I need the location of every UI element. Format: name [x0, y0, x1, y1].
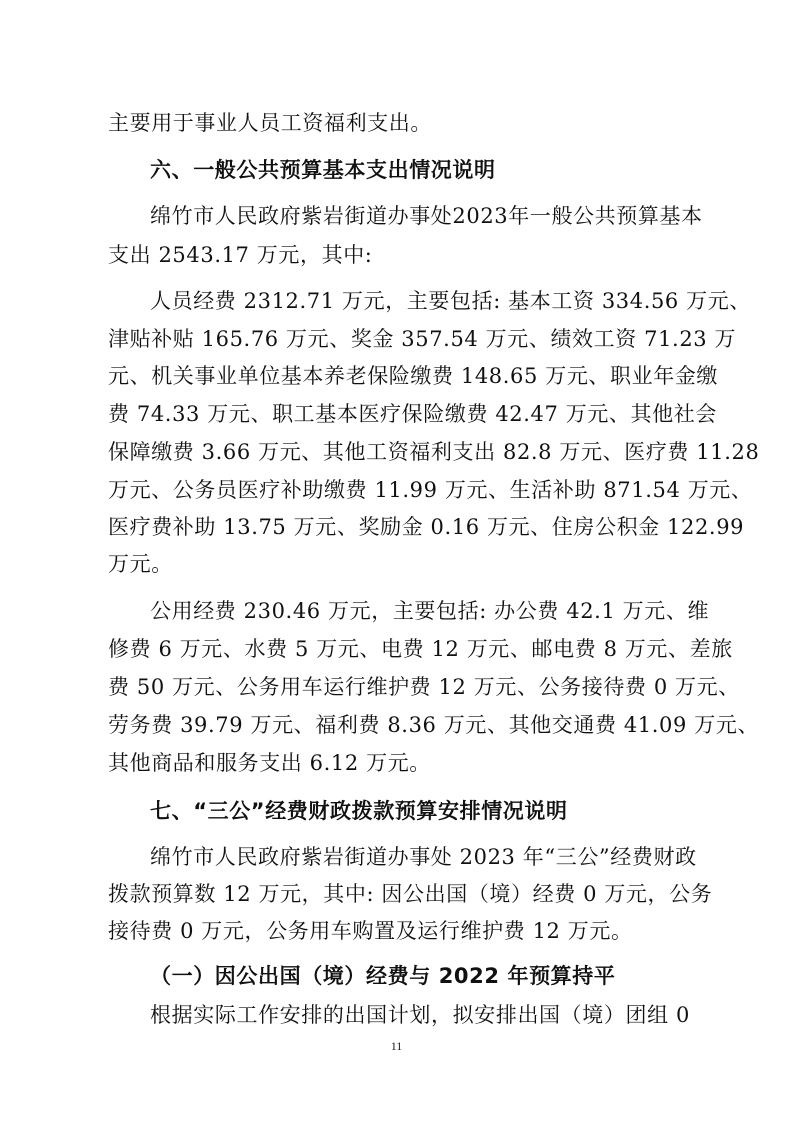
paragraph-line: 接待费 0 万元，公务用车购置及运行维护费 12 万元。 [108, 919, 633, 943]
paragraph-line: 拨款预算数 12 万元，其中: 因公出国（境）经费 0 万元，公务 [108, 882, 713, 906]
section-heading-7: 七、“三公”经费财政拨款预算安排情况说明 [150, 799, 568, 823]
paragraph-line: 费 50 万元、公务用车运行维护费 12 万元、公务接待费 0 万元、 [108, 675, 740, 699]
paragraph-line: 绵竹市人民政府紫岩街道办事处 2023 年“三公”经费财政 [150, 845, 697, 869]
paragraph-line: 其他商品和服务支出 6.12 万元。 [108, 751, 431, 775]
subsection-heading-1: （一）因公出国（境）经费与 2022 年预算持平 [150, 964, 616, 988]
paragraph-line: 根据实际工作安排的出国计划，拟安排出国（境）团组 0 [150, 1003, 690, 1027]
section-heading-6: 六、一般公共预算基本支出情况说明 [150, 158, 496, 182]
paragraph-line: 修费 6 万元、水费 5 万元、电费 12 万元、邮电费 8 万元、差旅 [108, 637, 733, 661]
paragraph-line: 医疗费补助 13.75 万元、奖励金 0.16 万元、住房公积金 122.99 [108, 515, 745, 539]
paragraph-line: 支出 2543.17 万元，其中: [108, 243, 373, 267]
paragraph-line: 保障缴费 3.66 万元、其他工资福利支出 82.8 万元、医疗费 11.28 [108, 440, 760, 464]
page-number: 11 [390, 1039, 403, 1053]
paragraph-line: 元、机关事业单位基本养老保险缴费 148.65 万元、职业年金缴 [108, 364, 719, 388]
paragraph-line: 公用经费 230.46 万元，主要包括: 办公费 42.1 万元、维 [150, 599, 710, 623]
paragraph-line: 万元、公务员医疗补助缴费 11.99 万元、生活补助 871.54 万元、 [108, 478, 753, 502]
paragraph-line: 主要用于事业人员工资福利支出。 [108, 111, 432, 135]
paragraph-line: 人员经费 2312.71 万元，主要包括: 基本工资 334.56 万元、 [150, 289, 751, 313]
paragraph-line: 费 74.33 万元、职工基本医疗保险缴费 42.47 万元、其他社会 [108, 402, 717, 426]
paragraph-line: 津贴补贴 165.76 万元、奖金 357.54 万元、绩效工资 71.23 万 [108, 327, 737, 351]
paragraph-line: 万元。 [108, 552, 173, 576]
paragraph-line: 绵竹市人民政府紫岩街道办事处2023年一般公共预算基本 [150, 204, 703, 228]
paragraph-line: 劳务费 39.79 万元、福利费 8.36 万元、其他交通费 41.09 万元、 [108, 713, 760, 737]
